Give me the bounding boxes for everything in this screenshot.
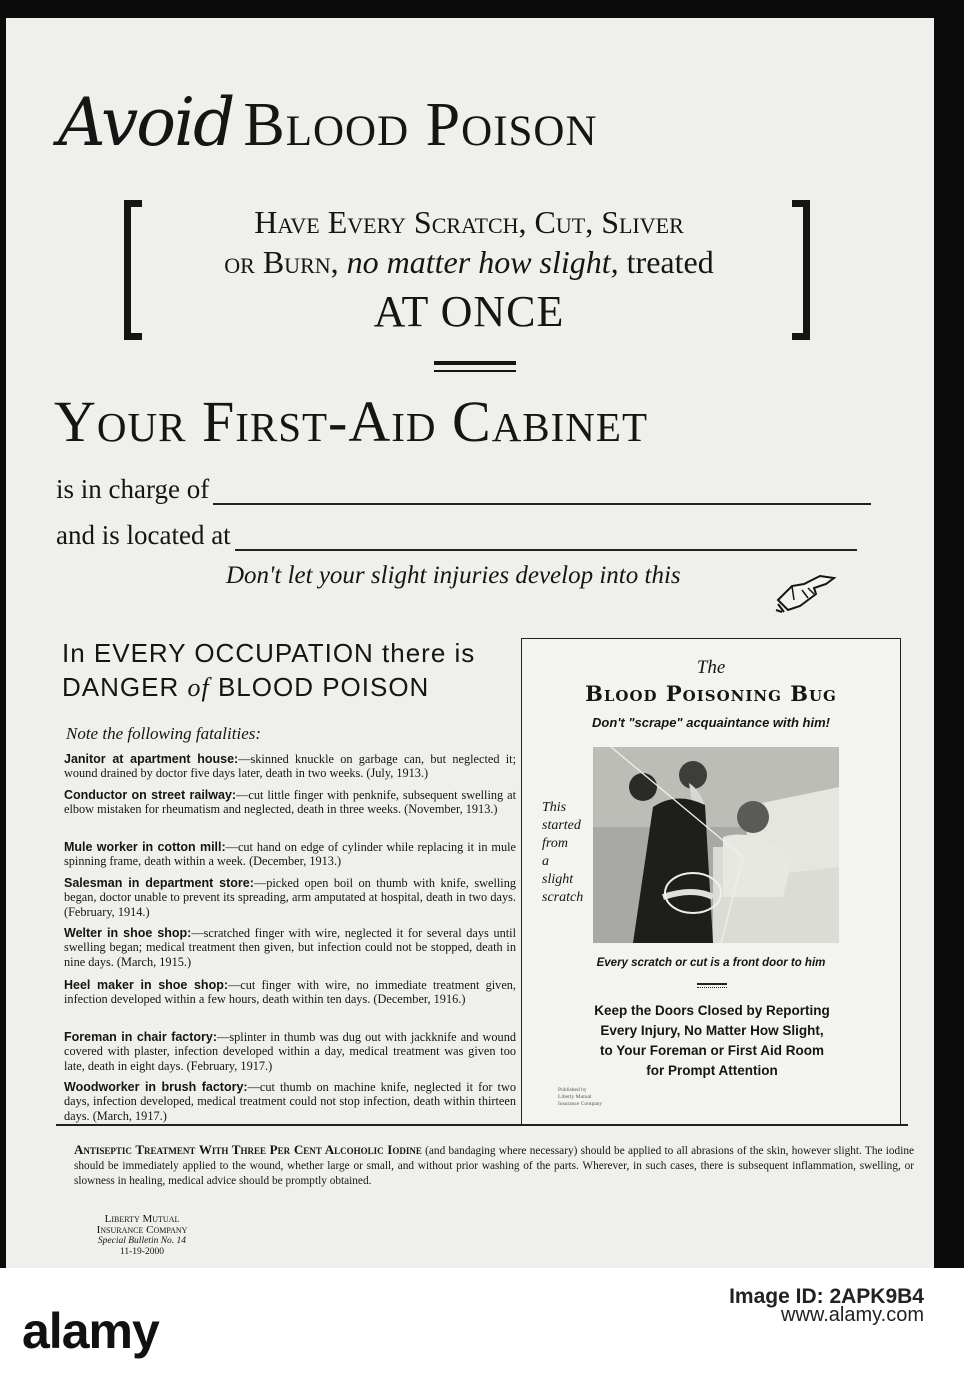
antiseptic-heading: Antiseptic Treatment With Three Per Cent Alcoholic Iodine — [74, 1142, 422, 1157]
handwritten-note: This started from a slight scratch — [542, 800, 584, 905]
in-charge-blank-line — [213, 483, 871, 505]
bug-panel-caption: Every scratch or cut is a front door to him — [596, 957, 826, 969]
occupation-line-2 — [62, 670, 475, 705]
subheading-or-burn: or Burn, — [224, 244, 339, 280]
antiseptic-text: (and bandaging where necessary) should be applied to all abrasions of the skin, however slight. The iodine should be immediately applied to the wound, whether large or small, and without prior washing of the parts. Wherever, in such cases, there is subsequent inflammation, swelling, or slowness in healing, medical advice should be promptly obtained. — [74, 1145, 914, 1187]
in-charge-row — [56, 474, 871, 505]
occupation-blood-poison: BLOOD POISON — [217, 672, 430, 702]
subheading-line-2 — [158, 244, 780, 281]
pointing-hand-icon — [774, 566, 838, 614]
bottom-divider — [56, 1124, 908, 1126]
subheading-treated: treated — [626, 244, 714, 280]
keep-doors-closed-text: Keep the Doors Closed by Reporting Every Injury, No Matter How Slight, to Your Foreman or First Aid Room for Prompt Attention — [594, 1003, 830, 1078]
occupation-danger: DANGER — [62, 672, 180, 702]
bug-panel-subtitle: Don't "scrape" acquaintance with him! — [592, 715, 830, 730]
at-once-heading: AT ONCE — [373, 287, 565, 336]
fatality-item: Salesman in department store:—picked open boil on thumb with knife, swelling began, doctor unable to prevent its spreading, arm amputated at hospital, death in two days. (February, 1914.) — [64, 876, 516, 919]
note-following: Note the following fatalities: — [66, 724, 262, 743]
fatality-item: Heel maker in shoe shop:—cut finger with wire, no immediate treatment given, infection developed within a few hours, death within ten days. (December, 1916.) — [64, 978, 516, 1007]
fatality-item: Mule worker in cotton mill:—cut hand on edge of cylinder while replacing it in mule spinning frame, death within a week. (December, 1913.) — [64, 840, 516, 869]
dont-let-text: Don't let your slight injuries develop into this — [226, 562, 681, 589]
subheading-line-1: Have Every Scratch, Cut, Sliver — [254, 204, 684, 240]
fatality-item: Conductor on street railway:—cut little finger with penknife, subsequent swelling at elbow mistaken for rheumatism and neglected, death in three weeks. (November, 1913.) — [64, 788, 516, 817]
bug-panel-divider — [697, 983, 727, 988]
alamy-logo: alamy — [22, 1303, 159, 1359]
located-blank-line — [235, 529, 857, 551]
image-id: Image ID: 2APK9B4 — [729, 1285, 924, 1308]
watermark-url: www.alamy.com — [781, 1304, 924, 1326]
watermark-bar — [0, 1268, 964, 1390]
occupation-heading — [62, 636, 475, 705]
right-bracket — [792, 200, 810, 340]
subheading-no-matter: no matter how slight, — [346, 244, 619, 280]
located-row — [56, 520, 857, 551]
injured-man-photo — [593, 747, 839, 943]
blood-poisoning-bug-panel — [521, 638, 901, 1126]
located-label: and is located at — [56, 520, 231, 550]
publisher-footer: Liberty Mutual Insurance Company Special Bulletin No. 14 11-19-2000 — [96, 1213, 188, 1257]
divider — [434, 361, 516, 372]
bug-panel-the: The — [696, 657, 726, 678]
poster — [6, 18, 934, 1268]
first-aid-cabinet-heading: Your First-Aid Cabinet — [54, 389, 649, 454]
fatality-item: Welter in shoe shop:—scratched finger with wire, neglected it for several days until swelling began; medical treatment then given, but infection could not be stopped, death in nine days. (March, 1915.) — [64, 926, 516, 969]
title-blood-poison: Blood Poison — [243, 91, 598, 159]
bug-panel-title: Blood Poisoning Bug — [585, 681, 837, 706]
bug-panel-publisher: Published by Liberty Mutual Insurance Company — [558, 1087, 603, 1107]
occupation-of: of — [187, 673, 210, 702]
fatality-item: Foreman in chair factory:—splinter in thumb was dug out with jackknife and wound covered with plaster, infection developed within a day, medical treatment was given too late, death in eight days. (February, 1917.) — [64, 1030, 516, 1073]
poster-title — [58, 84, 598, 161]
antiseptic-paragraph — [74, 1142, 914, 1189]
left-bracket — [124, 200, 142, 340]
fatality-item: Janitor at apartment house:—skinned knuckle on garbage can, but neglected it; wound drained by doctor five days later, death in two weeks. (July, 1913.) — [64, 752, 516, 781]
in-charge-label: is in charge of — [56, 474, 210, 504]
fatality-item: Woodworker in brush factory:—cut thumb on machine knife, neglected it for two days, infection developed, medical treatment could not stop infection, death within thirteen days. (March, 1917.) — [64, 1080, 516, 1123]
title-avoid: Avoid — [58, 84, 234, 161]
occupation-line-1: In EVERY OCCUPATION there is — [62, 638, 476, 668]
image-id-block — [724, 1285, 924, 1326]
